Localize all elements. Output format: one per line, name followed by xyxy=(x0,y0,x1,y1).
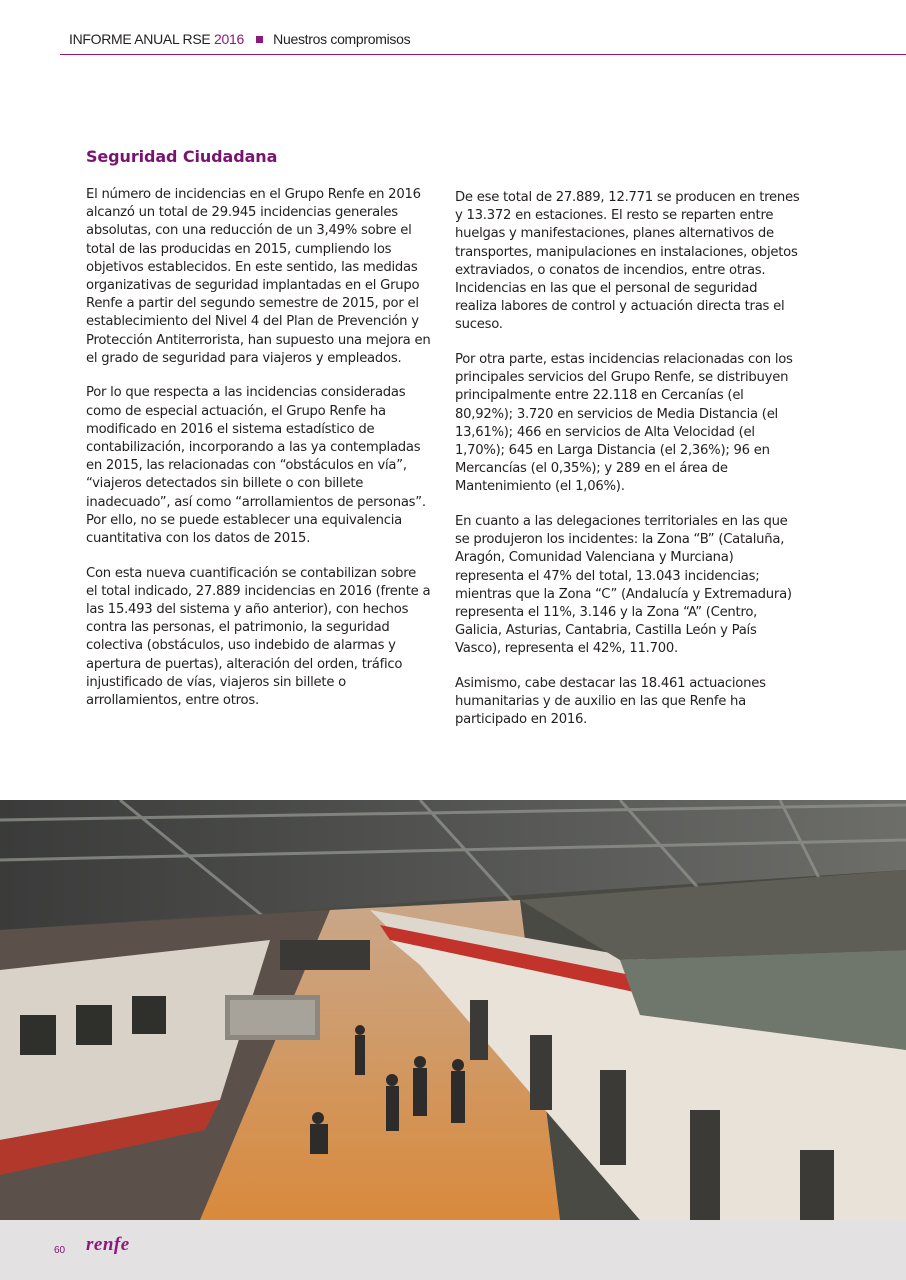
page-number: 60 xyxy=(54,1245,66,1256)
paragraph: Con esta nueva cuantificación se contabilizan sobre el total indicado, 27.889 incidencias en 2016 (frente a las 15.493 del sistema y año anterior), con hechos contra las personas, el patrimonio, la seguridad colectiva (obstáculos, uso indebido de alarmas y apertura de puertas), alteración del orden, tráfico injustificado de vías, viajeros sin billete o arrollamientos, entre otros. xyxy=(86,565,431,709)
paragraph: En cuanto a las delegaciones territoriales en las que se produjeron los incidentes: la Zona “B” (Cataluña, Aragón, Comunidad Valenciana y Murciana) representa el 47% del total, 13.043 incidencias; mientras que la Zona “C” (Andalucía y Extremadura) representa el 11%, 3.146 y la Zona “A” (Centro, Galicia, Asturias, Cantabria, Castilla León y País Vasco), representa el 42%, 11.700. xyxy=(455,514,792,657)
header-square-bullet xyxy=(256,36,263,43)
page-footer xyxy=(0,1220,906,1280)
header-rule xyxy=(60,54,906,55)
paragraph: Asimismo, cabe destacar las 18.461 actuaciones humanitarias y de auxilio en las que Renfe ha participado en 2016. xyxy=(455,676,766,728)
header-report-name: INFORME ANUAL RSE xyxy=(69,31,211,47)
station-photo-illustration xyxy=(0,800,906,1220)
paragraph: Por otra parte, estas incidencias relacionadas con los principales servicios del Grupo Renfe, se distribuyen principalmente entre 22.118 en Cercanías (el 80,92%); 3.720 en servicios de Media Distancia (el 13,61%); 466 en servicios de Alta Velocidad (el 1,70%); 645 en Larga Distancia (el 2,36%); 96 en Mercancías (el 0,35%); y 289 en el área de Mantenimiento (el 1,06%). xyxy=(455,352,793,495)
station-photo xyxy=(0,800,906,1220)
left-column xyxy=(86,186,431,727)
section-title: Seguridad Ciudadana xyxy=(86,147,278,166)
header-year: 2016 xyxy=(214,31,244,47)
right-column xyxy=(455,189,800,746)
header-section: Nuestros compromisos xyxy=(273,31,411,47)
renfe-logo: renfe xyxy=(86,1234,130,1255)
running-header xyxy=(69,31,410,47)
paragraph: El número de incidencias en el Grupo Renfe en 2016 alcanzó un total de 29.945 incidencias generales absolutas, con una reducción de un 3,49% sobre el total de las producidas en 2015, cumpliendo los objetivos establecidos. En este sentido, las medidas organizativas de seguridad implantadas en el Grupo Renfe a partir del segundo semestre de 2015, por el establecimiento del Nivel 4 del Plan de Prevención y Protección Antiterrorista, han supuesto una mejora en el grado de seguridad para viajeros y empleados. xyxy=(86,187,431,366)
paragraph: Por lo que respecta a las incidencias consideradas como de especial actuación, el Grupo Renfe ha modificado en 2016 el sistema estadístico de contabilización, incorporando a las ya contempladas en 2015, las relacionadas con “obstáculos en vía”, “viajeros detectados sin billete o con billete inadecuado”, así como “arrollamientos de personas”. Por ello, no se puede establecer una equivalencia cuantitativa con los datos de 2015. xyxy=(86,385,426,547)
paragraph: De ese total de 27.889, 12.771 se producen en trenes y 13.372 en estaciones. El resto se reparten entre huelgas y manifestaciones, planes alternativos de transportes, manipulaciones en instalaciones, objetos extraviados, o conatos de incendios, entre otras. Incidencias en las que el personal de seguridad realiza labores de control y actuación directa tras el suceso. xyxy=(455,190,800,333)
